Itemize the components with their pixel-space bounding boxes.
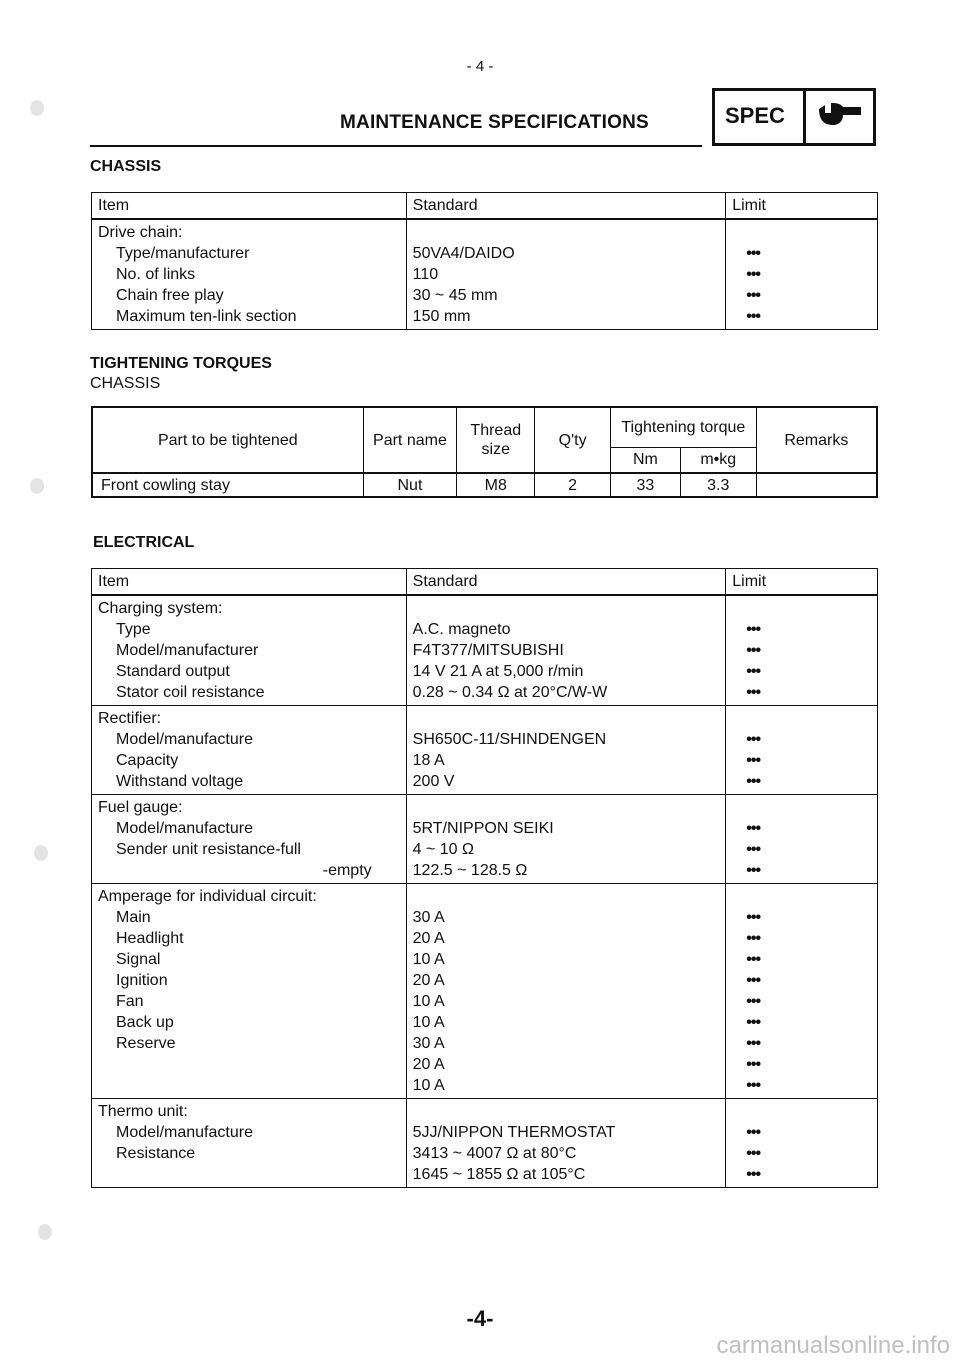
cell-limit-column	[726, 706, 878, 795]
cell-limit-column	[726, 1099, 878, 1188]
cell-limit-column	[726, 884, 878, 1099]
item-label: Standard output	[116, 663, 230, 680]
group-spacer	[732, 708, 871, 729]
limit-value: •••	[746, 909, 761, 926]
table-group	[92, 795, 878, 884]
table-row	[92, 473, 877, 497]
spec-label: SPEC	[725, 103, 785, 128]
limit-value: •••	[746, 1056, 761, 1073]
punch-mark	[30, 478, 44, 494]
limit-value: •••	[746, 862, 761, 879]
limit-value: •••	[746, 1145, 761, 1162]
standard-value: 30 ~ 45 mm	[412, 287, 498, 304]
group-title: Fuel gauge:	[98, 799, 183, 816]
item-label: Model/manufacturer	[116, 642, 259, 659]
standard-value: A.C. magneto	[412, 621, 511, 638]
item-label: Chain free play	[116, 287, 224, 304]
group-title: Thermo unit:	[98, 1103, 188, 1120]
item-label: Signal	[116, 951, 161, 968]
item-label	[98, 1075, 400, 1096]
table-group	[92, 884, 878, 1099]
standard-value: 30 A	[412, 1035, 445, 1052]
group-spacer	[413, 797, 720, 818]
group-spacer	[732, 797, 871, 818]
standard-value: 18 A	[412, 752, 445, 769]
group-spacer	[732, 222, 871, 243]
limit-value: •••	[746, 930, 761, 947]
item-label: Stator coil resistance	[116, 684, 265, 701]
item-label: No. of links	[116, 266, 196, 283]
col-limit-header: Limit	[726, 193, 878, 220]
chassis-table	[91, 192, 878, 330]
standard-value: 110	[412, 266, 439, 283]
limit-value: •••	[746, 642, 761, 659]
item-label: Model/manufacture	[116, 1124, 253, 1141]
badge-divider	[803, 91, 806, 143]
limit-value: •••	[746, 663, 761, 680]
page-number-top: - 4 -	[466, 58, 494, 75]
cell-standard-column	[406, 595, 726, 706]
limit-value: •••	[746, 1035, 761, 1052]
limit-value: •••	[746, 773, 761, 790]
cell-remarks	[756, 473, 877, 497]
electrical-table	[91, 568, 878, 1188]
standard-value: 122.5 ~ 128.5 Ω	[412, 862, 528, 879]
limit-value: •••	[746, 287, 761, 304]
item-label: Headlight	[116, 930, 184, 947]
cell-nm: 33	[611, 473, 681, 497]
wrench-icon	[817, 101, 863, 129]
limit-value: •••	[746, 972, 761, 989]
group-spacer	[413, 598, 720, 619]
limit-value: •••	[746, 1124, 761, 1141]
cell-mkg: 3.3	[680, 473, 756, 497]
group-title: Charging system:	[98, 600, 223, 617]
standard-value: 50VA4/DAIDO	[412, 245, 515, 262]
punch-mark	[34, 845, 48, 861]
group-spacer	[413, 1101, 720, 1122]
cell-standard-column	[406, 219, 726, 330]
item-label: Ignition	[116, 972, 168, 989]
group-spacer	[413, 222, 720, 243]
col-torque-header: Tightening torque	[611, 407, 757, 447]
limit-value: •••	[746, 245, 761, 262]
standard-value: 10 A	[412, 951, 445, 968]
item-label: -empty	[322, 862, 372, 879]
item-label: Capacity	[116, 752, 179, 769]
cell-part-name: Nut	[363, 473, 457, 497]
cell-item-column	[92, 795, 407, 884]
col-item-header: Item	[92, 193, 407, 220]
page-title: MAINTENANCE SPECIFICATIONS	[340, 112, 649, 133]
col-nm-header: Nm	[611, 447, 681, 473]
limit-value: •••	[746, 951, 761, 968]
table-group	[92, 219, 878, 330]
standard-value: SH650C-11/SHINDENGEN	[412, 731, 607, 748]
item-label	[98, 1164, 400, 1185]
torque-table	[91, 406, 878, 498]
table-header-row	[92, 407, 877, 447]
cell-standard-column	[406, 884, 726, 1099]
col-part-name-header: Part name	[363, 407, 457, 473]
col-mkg-header: m•kg	[680, 447, 756, 473]
limit-value: •••	[746, 820, 761, 837]
table-header-row	[92, 193, 878, 220]
group-spacer	[413, 886, 720, 907]
standard-value: 10 A	[412, 1077, 445, 1094]
limit-value: •••	[746, 1077, 761, 1094]
item-label: Resistance	[116, 1145, 196, 1162]
group-spacer	[732, 598, 871, 619]
spec-badge	[712, 88, 876, 146]
table-group	[92, 595, 878, 706]
item-label: Back up	[116, 1014, 174, 1031]
table-header-row	[92, 569, 878, 596]
cell-limit-column	[726, 219, 878, 330]
cell-item-column	[92, 884, 407, 1099]
cell-item-column	[92, 706, 407, 795]
item-label	[98, 1054, 400, 1075]
limit-value: •••	[746, 1166, 761, 1183]
standard-value: 30 A	[412, 909, 445, 926]
standard-value: 0.28 ~ 0.34 Ω at 20°C/W-W	[412, 684, 608, 701]
limit-value: •••	[746, 308, 761, 325]
cell-standard-column	[406, 795, 726, 884]
standard-value: 14 V 21 A at 5,000 r/min	[412, 663, 584, 680]
item-label: Type	[116, 621, 151, 638]
standard-value: 4 ~ 10 Ω	[412, 841, 474, 858]
group-title: Rectifier:	[98, 710, 162, 727]
standard-value: 20 A	[412, 1056, 445, 1073]
standard-value: 10 A	[412, 993, 445, 1010]
limit-value: •••	[746, 684, 761, 701]
item-label: Main	[116, 909, 151, 926]
item-label: Withstand voltage	[116, 773, 244, 790]
standard-value: F4T377/MITSUBISHI	[412, 642, 564, 659]
standard-value: 20 A	[412, 972, 445, 989]
standard-value: 20 A	[412, 930, 445, 947]
item-label: Type/manufacturer	[116, 245, 250, 262]
standard-value: 150 mm	[412, 308, 471, 325]
item-label: Reserve	[116, 1035, 176, 1052]
standard-value: 200 V	[412, 773, 455, 790]
limit-value: •••	[746, 621, 761, 638]
table-group	[92, 1099, 878, 1188]
punch-mark	[30, 100, 44, 116]
cell-standard-column	[406, 1099, 726, 1188]
item-label: Model/manufacture	[116, 731, 253, 748]
cell-qty: 2	[535, 473, 611, 497]
col-thread-header: Thread size	[457, 407, 535, 473]
standard-value: 10 A	[412, 1014, 445, 1031]
group-title: Amperage for individual circuit:	[98, 888, 317, 905]
punch-mark	[38, 1224, 52, 1240]
standard-value: 1645 ~ 1855 Ω at 105°C	[412, 1166, 586, 1183]
group-spacer	[413, 708, 720, 729]
table-group	[92, 706, 878, 795]
limit-value: •••	[746, 731, 761, 748]
item-label: Sender unit resistance-full	[116, 841, 301, 858]
electrical-heading: ELECTRICAL	[93, 534, 195, 551]
cell-part: Front cowling stay	[92, 473, 363, 497]
cell-standard-column	[406, 706, 726, 795]
standard-value: 5RT/NIPPON SEIKI	[412, 820, 554, 837]
limit-value: •••	[746, 266, 761, 283]
page-number-bottom: -4-	[466, 1306, 494, 1331]
torques-subheading: CHASSIS	[90, 375, 161, 392]
group-title: Drive chain:	[98, 224, 183, 241]
item-label: Model/manufacture	[116, 820, 253, 837]
cell-item-column	[92, 219, 407, 330]
group-spacer	[732, 886, 871, 907]
cell-item-column	[92, 1099, 407, 1188]
col-part-header: Part to be tightened	[92, 407, 363, 473]
limit-value: •••	[746, 1014, 761, 1031]
cell-item-column	[92, 595, 407, 706]
title-underline	[90, 145, 702, 147]
chassis-heading: CHASSIS	[90, 158, 162, 175]
limit-value: •••	[746, 841, 761, 858]
limit-value: •••	[746, 752, 761, 769]
limit-value: •••	[746, 993, 761, 1010]
col-standard-header: Standard	[406, 193, 726, 220]
group-spacer	[732, 1101, 871, 1122]
cell-thread: M8	[457, 473, 535, 497]
item-label: Maximum ten-link section	[116, 308, 297, 325]
col-limit-header: Limit	[726, 569, 878, 596]
watermark: carmanualsonline.info	[716, 1332, 950, 1359]
item-label: Fan	[116, 993, 144, 1010]
col-standard-header: Standard	[406, 569, 726, 596]
col-item-header: Item	[92, 569, 407, 596]
col-qty-header: Q'ty	[535, 407, 611, 473]
cell-limit-column	[726, 595, 878, 706]
cell-limit-column	[726, 795, 878, 884]
standard-value: 5JJ/NIPPON THERMOSTAT	[412, 1124, 616, 1141]
standard-value: 3413 ~ 4007 Ω at 80°C	[412, 1145, 577, 1162]
torques-heading: TIGHTENING TORQUES	[90, 355, 272, 372]
col-remarks-header: Remarks	[756, 407, 877, 473]
